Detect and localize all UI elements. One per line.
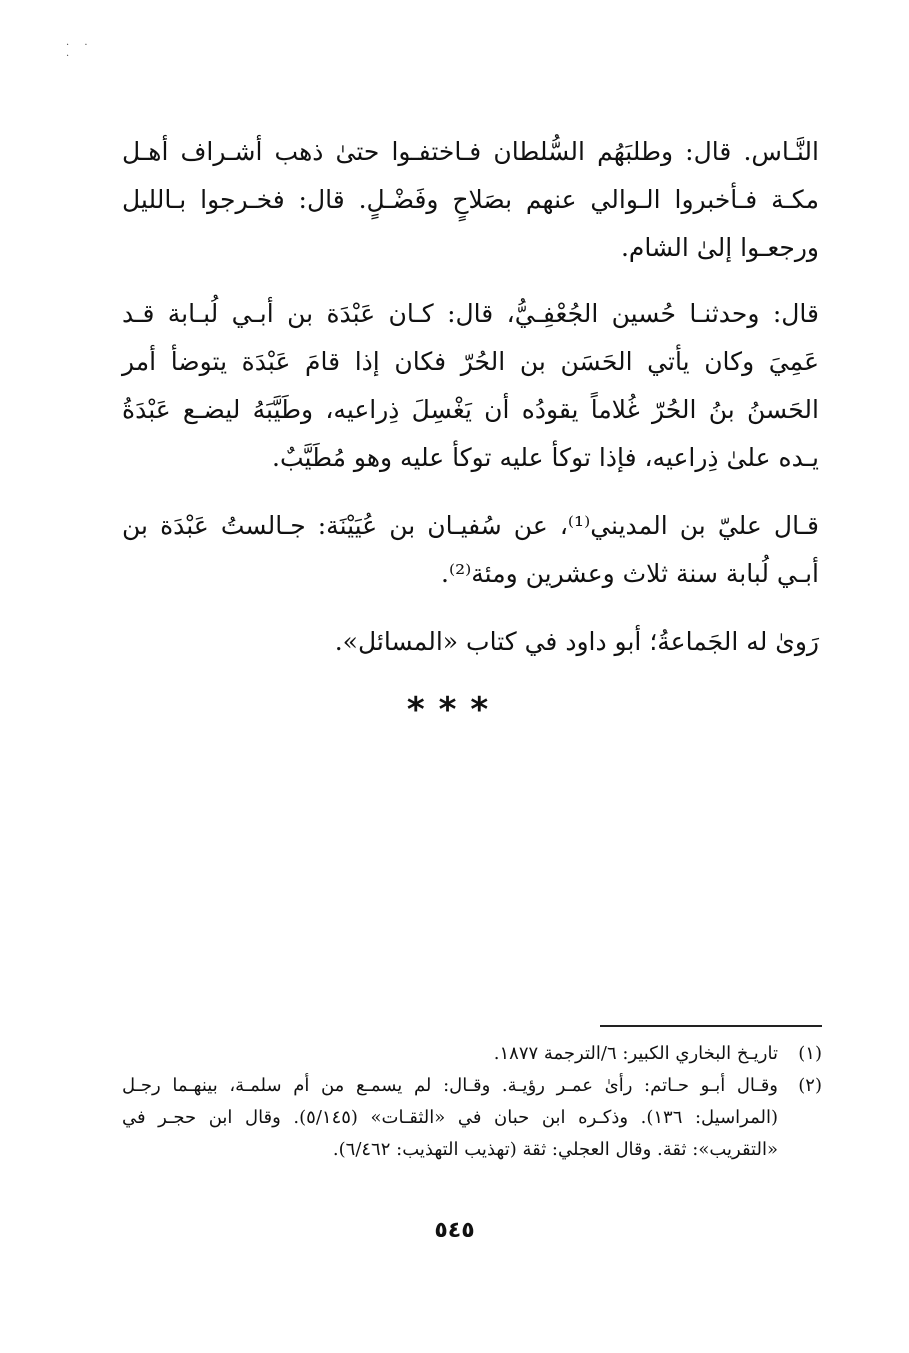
footnote-text: وقـال أبـو حـاتم: رأىٰ عمـر رؤيـة. وقـال: لم يسمـع من أم سلمـة، بينهـما رجـل (المراسيل: ١٣٦). وذكـره ابن حبان في «الثقـات» (٥/١٤٥). وقال ابن حجـر في «التقريب»: ثقة. وقال العجلي: ثقة (تهذيب التهذيب: ٦/٤٦٢).: [122, 1075, 779, 1160]
footnote-2: [122, 1070, 822, 1166]
paragraph-2: قال: وحدثنـا حُسين الجُعْفِـيُّ، قال: كـان عَبْدَة بن أبـي لُبـابة قـد عَمِيَ وكان يأتي الحَسَن بن الحُرّ فكان إذا قامَ عَبْدَة يتوضأ أمر الحَسنُ بنُ الحُرّ غُلاماً يقودُه أن يَغْسِلَ ذِراعيه، وطَيَّبَهُ ليضـع عَبْدَةُ يـده علىٰ ذِراعيه، فإذا توكأ عليه توكأ عليه وهو مُطَيَّبٌ.: [122, 299, 819, 472]
main-text: [122, 128, 819, 666]
section-separator: ***: [406, 690, 503, 730]
scan-specks: · · ·: [66, 40, 94, 62]
footnote-number: (٢): [798, 1075, 822, 1096]
paragraph-3: قـال عليّ بن المديني⁽¹⁾، عن سُفيـان بن عُيَيْنَة: جـالستُ عَبْدَة بن أبـي لُبابة سنة ثلاث وعشرين ومئة⁽²⁾.: [122, 511, 819, 588]
footnotes: [122, 1038, 822, 1166]
footnote-1: [122, 1038, 822, 1070]
footnote-rule: [600, 1025, 822, 1027]
paragraph-1: النَّـاس. قال: وطلبَهُم السُّلطان فـاختفـوا حتىٰ ذهب أشـراف أهـل مكـة فـأخبروا الـوالي عنهم بصَلاحٍ وفَضْـلٍ. قال: فخـرجوا بـالليل ورجعـوا إلىٰ الشام.: [122, 137, 819, 262]
paragraph-4: رَوىٰ له الجَماعةُ؛ أبو داود في كتاب «المسائل».: [334, 627, 819, 656]
page-number: ٥٤٥: [434, 1218, 475, 1243]
footnote-text: تاريـخ البخاري الكبير: ٦/الترجمة ١٨٧٧.: [493, 1043, 778, 1064]
footnote-number: (١): [798, 1043, 822, 1064]
